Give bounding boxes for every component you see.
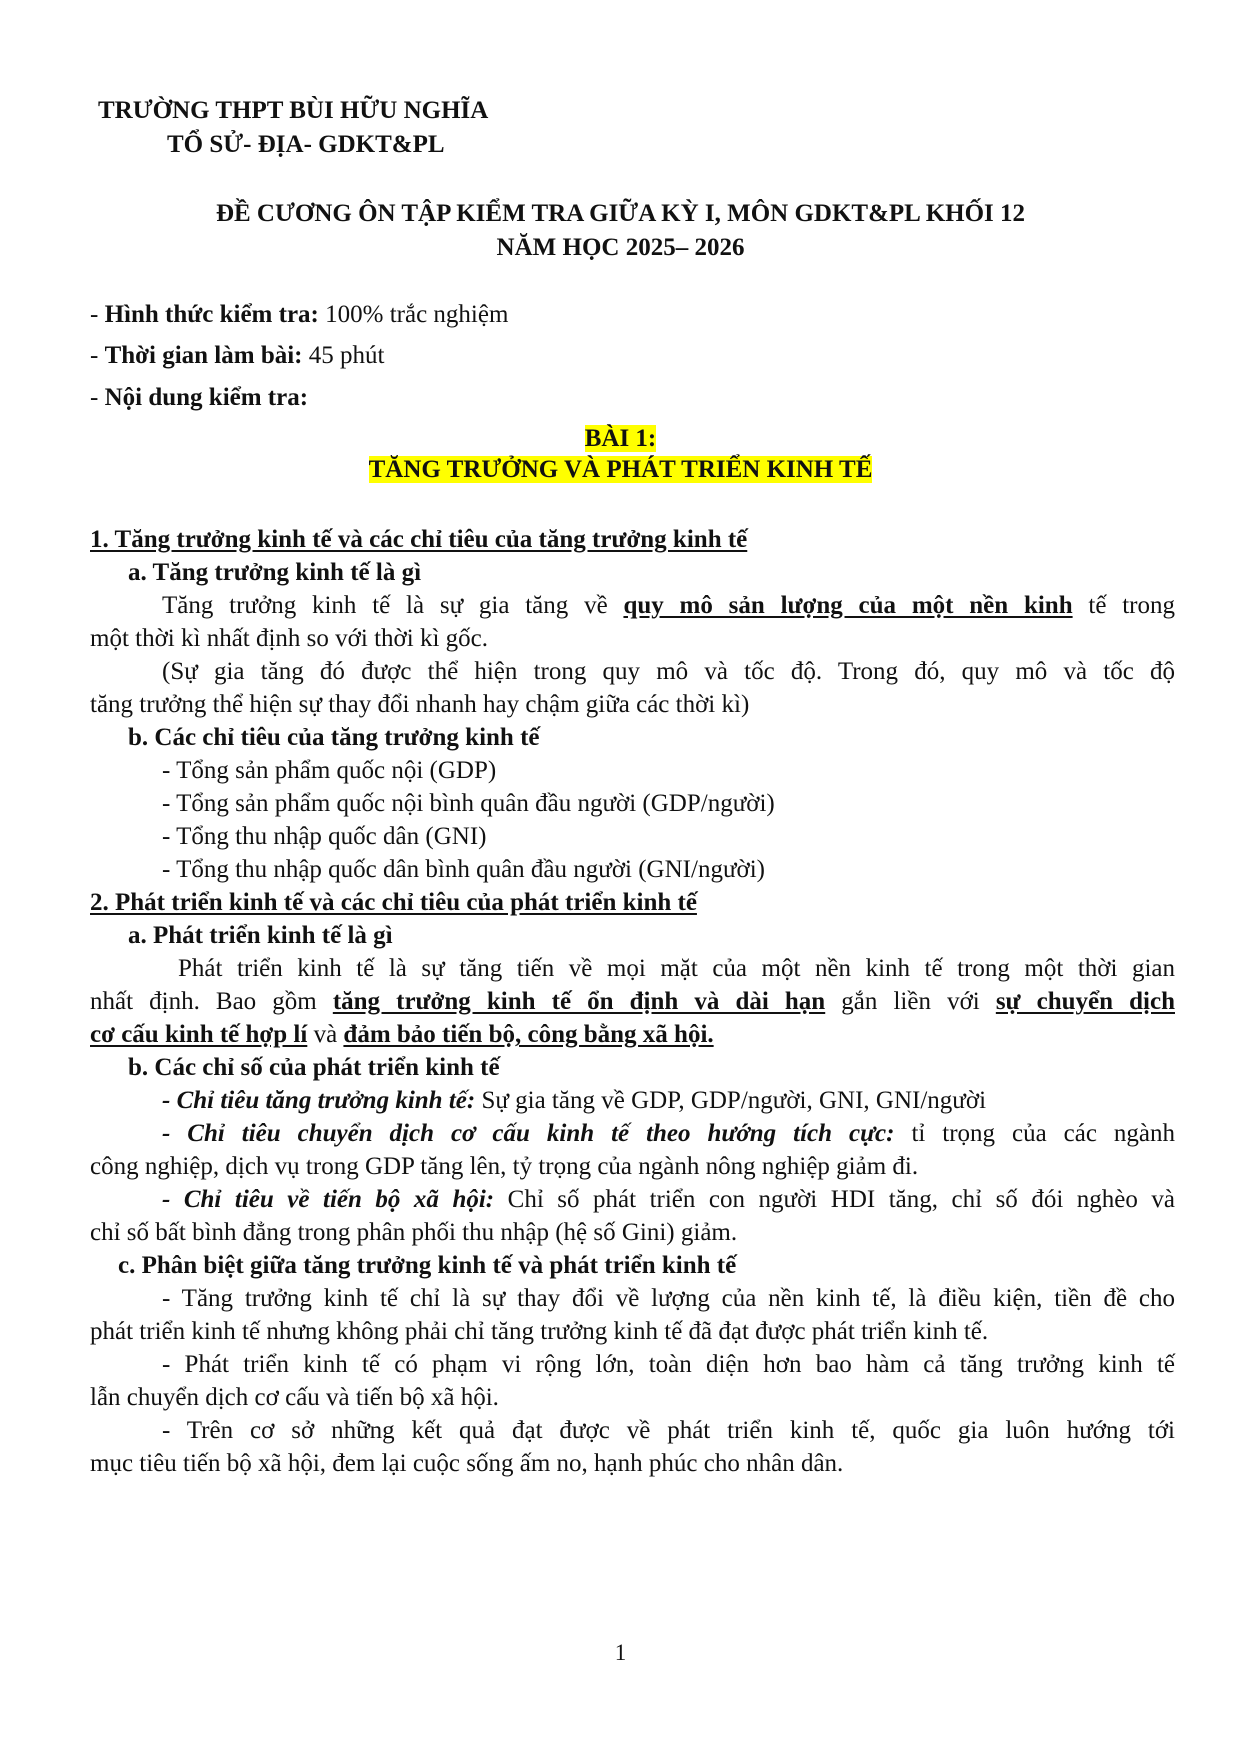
- list-item: - Tổng sản phẩm quốc nội (GDP): [162, 757, 497, 784]
- page-number: 1: [614, 1640, 627, 1665]
- section-2-heading: 2. Phát triển kinh tế và các chỉ tiêu của phát triển kinh tế: [90, 889, 697, 916]
- info-exam-content: - Nội dung kiểm tra:: [90, 384, 309, 411]
- section-2b-heading: b. Các chỉ số của phát triển kinh tế: [128, 1054, 500, 1081]
- indicator-growth: - Chỉ tiêu tăng trưởng kinh tế: Sự gia tăng về GDP, GDP/người, GNI, GNI/người: [162, 1087, 987, 1114]
- comparison-2-line1: - Phát triển kinh tế có phạm vi rộng lớn, toàn diện hơn bao hàm cả tăng trưởng kinh tế: [162, 1351, 1175, 1378]
- school-year: NĂM HỌC 2025– 2026: [496, 234, 745, 261]
- indicator-social-line1: - Chỉ tiêu về tiến bộ xã hội: Chỉ số phát triển con người HDI tăng, chỉ số đói nghèo và: [162, 1186, 1175, 1213]
- section-2a-paragraph-line1: Phát triển kinh tế là sự tăng tiến về mọi mặt của một nền kinh tế trong một thời gian: [178, 955, 1175, 982]
- list-item: - Tổng thu nhập quốc dân bình quân đầu người (GNI/người): [162, 856, 765, 883]
- info-exam-format: - Hình thức kiểm tra: 100% trắc nghiệm: [90, 301, 509, 328]
- comparison-3-line2: mục tiêu tiến bộ xã hội, đem lại cuộc sống ấm no, hạnh phúc cho nhân dân.: [90, 1450, 844, 1477]
- section-1a-note-line1: (Sự gia tăng đó được thể hiện trong quy mô và tốc độ. Trong đó, quy mô và tốc độ: [162, 658, 1175, 685]
- school-name: TRƯỜNG THPT BÙI HỮU NGHĨA: [98, 97, 489, 124]
- section-1b-heading: b. Các chỉ tiêu của tăng trưởng kinh tế: [128, 724, 540, 751]
- section-1-heading: 1. Tăng trưởng kinh tế và các chỉ tiêu của tăng trưởng kinh tế: [90, 526, 748, 553]
- comparison-3-line1: - Trên cơ sở những kết quả đạt được về phát triển kinh tế, quốc gia luôn hướng tới: [162, 1417, 1175, 1444]
- comparison-1-line1: - Tăng trưởng kinh tế chỉ là sự thay đổi về lượng của nền kinh tế, là điều kiện, tiền đề cho: [162, 1285, 1175, 1312]
- section-2a-paragraph-line3: cơ cấu kinh tế hợp lí và đảm bảo tiến bộ, công bằng xã hội.: [90, 1021, 714, 1048]
- section-2a-heading: a. Phát triển kinh tế là gì: [128, 922, 393, 949]
- info-exam-duration: - Thời gian làm bài: 45 phút: [90, 342, 385, 369]
- comparison-2-line2: lẫn chuyển dịch cơ cấu và tiến bộ xã hội.: [90, 1384, 499, 1411]
- lesson-number: BÀI 1:: [584, 425, 657, 452]
- indicator-structure-line2: công nghiệp, dịch vụ trong GDP tăng lên, tỷ trọng của ngành nông nghiệp giảm đi.: [90, 1153, 919, 1180]
- section-2c-heading: c. Phân biệt giữa tăng trưởng kinh tế và phát triển kinh tế: [118, 1252, 737, 1279]
- section-2a-paragraph-line2: nhất định. Bao gồm tăng trưởng kinh tế ổn định và dài hạn gắn liền với sự chuyển dịch: [90, 988, 1175, 1015]
- section-1a-heading: a. Tăng trưởng kinh tế là gì: [128, 559, 422, 586]
- lesson-title: TĂNG TRƯỞNG VÀ PHÁT TRIỂN KINH TẾ: [368, 456, 873, 483]
- list-item: - Tổng thu nhập quốc dân (GNI): [162, 823, 487, 850]
- section-1a-paragraph-line1: Tăng trưởng kinh tế là sự gia tăng về quy mô sản lượng của một nền kinh tế trong: [162, 592, 1175, 619]
- indicator-structure-line1: - Chỉ tiêu chuyển dịch cơ cấu kinh tế theo hướng tích cực: tỉ trọng của các ngành: [162, 1120, 1175, 1147]
- document-title: ĐỀ CƯƠNG ÔN TẬP KIỂM TRA GIỮA KỲ I, MÔN GDKT&PL KHỐI 12: [215, 200, 1026, 227]
- list-item: - Tổng sản phẩm quốc nội bình quân đầu người (GDP/người): [162, 790, 775, 817]
- section-1a-note-line2: tăng trưởng thể hiện sự thay đổi nhanh hay chậm giữa các thời kì): [90, 691, 750, 718]
- department-name: TỔ SỬ- ĐỊA- GDKT&PL: [167, 131, 445, 158]
- comparison-1-line2: phát triển kinh tế nhưng không phải chỉ tăng trưởng kinh tế đã đạt được phát triển kinh tế.: [90, 1318, 989, 1345]
- section-1a-paragraph-line2: một thời kì nhất định so với thời kì gốc.: [90, 625, 488, 652]
- indicator-social-line2: chỉ số bất bình đẳng trong phân phối thu nhập (hệ số Gini) giảm.: [90, 1219, 738, 1246]
